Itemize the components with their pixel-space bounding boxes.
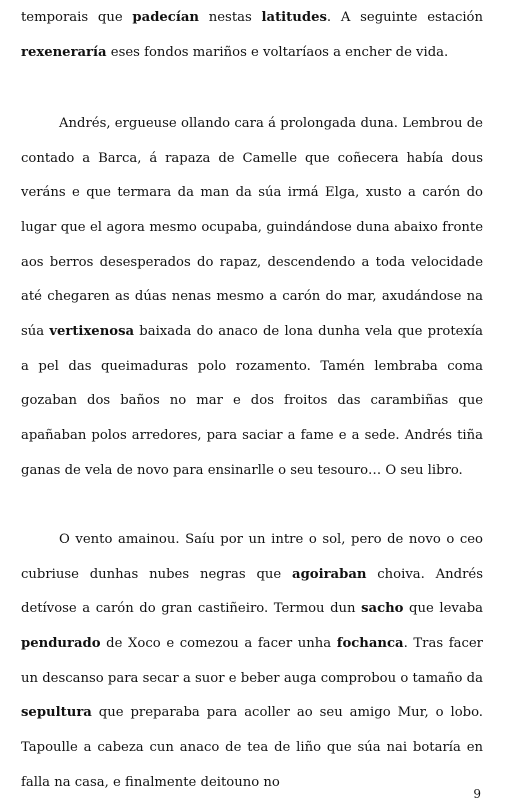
text-run: choiva. Andrés detívose a carón do gran castiñeiro. Termou dun <box>21 566 483 617</box>
text-run: baixada do anaco de lona dunha vela que protexía a pel das queimaduras polo rozamento. Tamén lembraba coma gozaban dos baños no mar e dos froitos das carambiñas que apañaban polos arredores, para saciar a fame e a sede. Andrés tiña ganas de vela de novo para ensinarlle o seu tesouro… O seu libro. <box>21 323 483 478</box>
text-run: nestas <box>198 10 262 25</box>
glossary-term: rexeneraría <box>21 44 107 60</box>
text-run: . A seguinte estación <box>326 10 483 25</box>
text-run: Andrés, ergueuse ollando cara á prolongada duna. Lembrou de contado a Barca, á rapaza de Camelle que coñecera había dous veráns e que termara da man da súa irmá Elga, xusto a carón do lugar que el agora mesmo ocupaba, guindándose duna abaixo fronte aos berros desesperados do rapaz, descendendo a toda velocidade até chegaren as dúas nenas mesmo a carón do mar, axudándose na súa <box>21 116 483 339</box>
glossary-term: agoiraban <box>292 566 367 582</box>
glossary-term: padecían <box>132 10 199 25</box>
glossary-term: sacho <box>361 601 404 617</box>
glossary-term: vertixenosa <box>49 323 135 339</box>
text-run: eses fondos mariños e voltaríaos a encher de vida. <box>106 44 449 60</box>
page-number: 9 <box>473 787 481 801</box>
paragraph-2 <box>21 107 483 488</box>
glossary-term: sepultura <box>21 705 92 721</box>
text-run: que preparaba para acoller ao seu amigo Mur, o lobo. Tapoulle a cabeza cun anaco de tea de liño que súa nai botaría en falla na casa, e finalmente deitouno no <box>21 705 483 790</box>
text-run: de Xoco e comezou a facer unha <box>100 635 337 651</box>
paragraph-1 <box>21 1 483 70</box>
text-run: . Tras facer un descanso para secar a suor e beber auga comprobou o tamaño da <box>21 635 483 686</box>
paragraph-3 <box>21 523 483 800</box>
text-run: O vento amainou. Saíu por un intre o sol, pero de novo o ceo cubriuse dunhas nubes negras que <box>21 532 483 582</box>
glossary-term: latitudes <box>261 10 327 25</box>
glossary-term: fochanca <box>336 635 404 651</box>
glossary-term: pendurado <box>21 635 101 651</box>
text-run: que levaba <box>403 601 483 617</box>
text-run: temporais que <box>21 10 133 25</box>
